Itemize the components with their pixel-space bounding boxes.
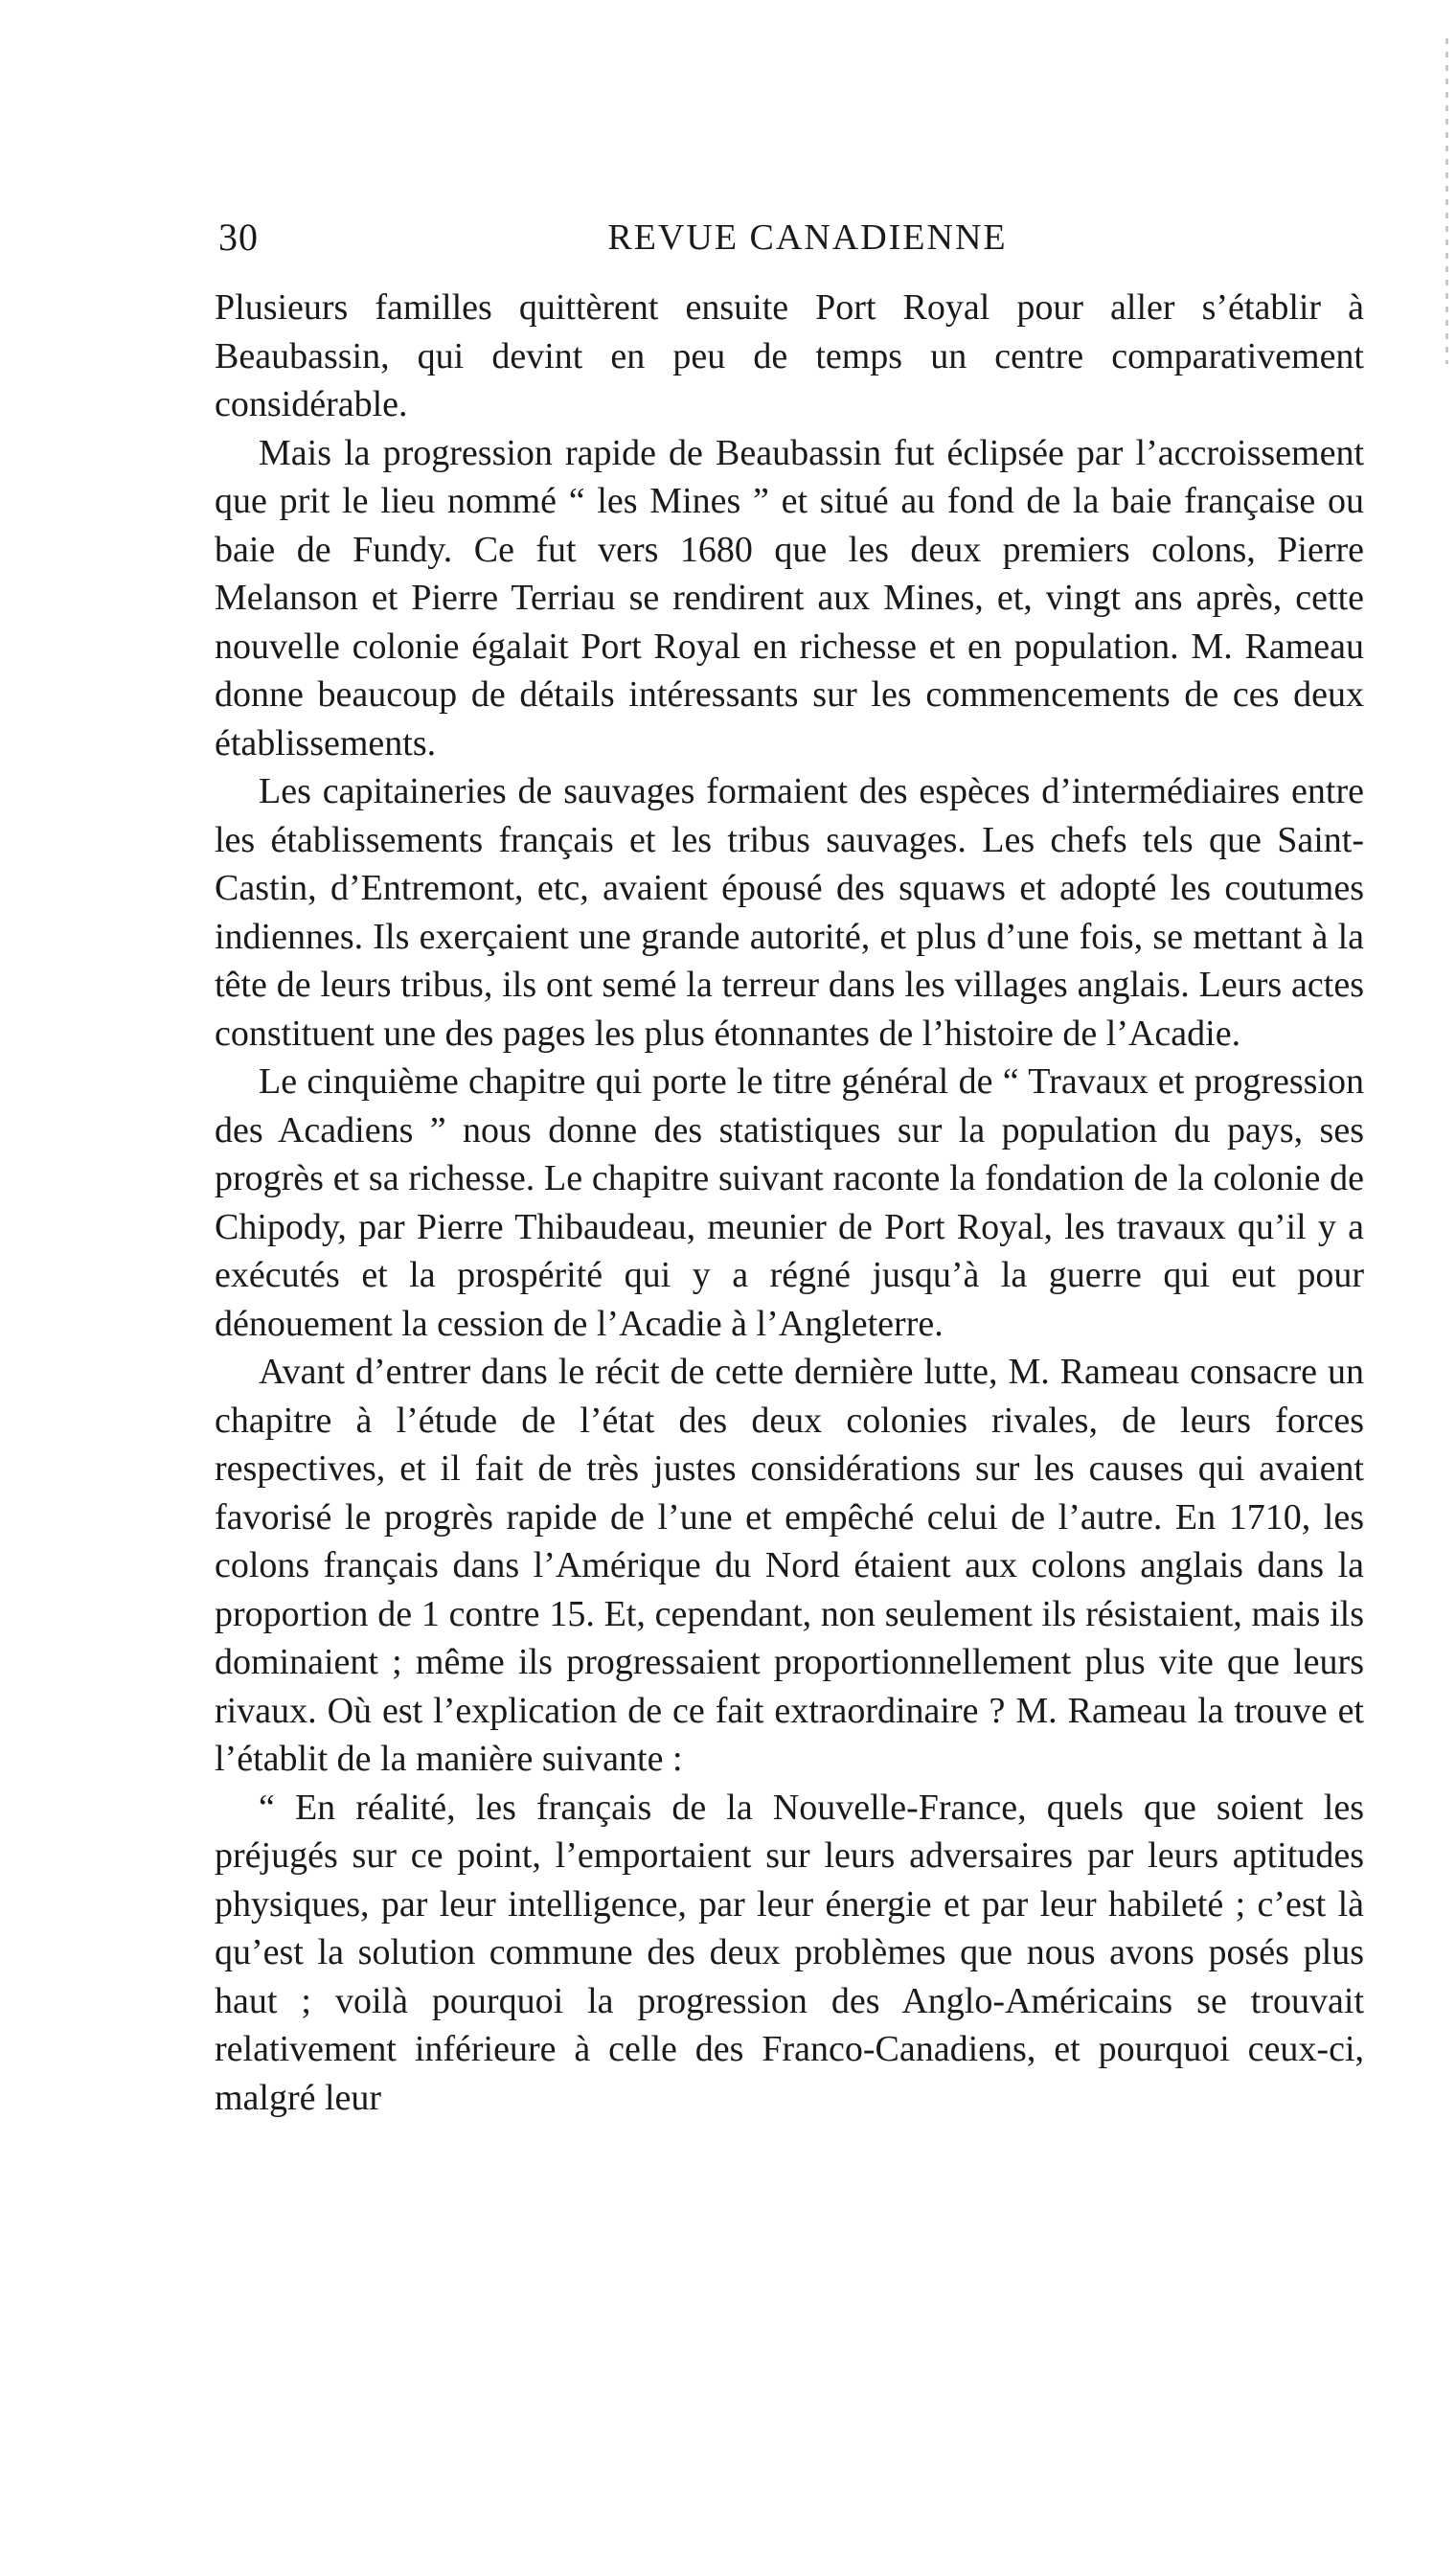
paragraph-quotation: “ En réalité, les français de la Nouvelle-France, quels que soient les préjugés sur ce point, l’emportaient sur leurs adversaires par leurs aptitudes physiques, par leur intelligence, par leur énergie et par leur habileté ; c’est là qu’est la solution commune des deux problèmes que nous avons posés plus haut ; voilà pourquoi la progression des Anglo-Américains se trouvait relativement inférieure à celle des Franco-Canadiens, et pourquoi ceux-ci, malgré leur xyxy=(215,1787,1364,2118)
paragraph-capitaineries: Les capitaineries de sauvages formaient des espèces d’intermédiaires entre les établissements français et les tribus sauvages. Les chefs tels que Saint-Castin, d’Entremont, etc, avaient épousé des squaws et adopté les coutumes indiennes. Ils exerçaient une grande autorité, et plus d’une fois, se mettant à la tête de leurs tribus, ils ont semé la terreur dans les villages anglais. Leurs actes constituent une des pages les plus étonnantes de l’histoire de l’Acadie. xyxy=(215,771,1364,1054)
paragraph-beaubassin: Plusieurs familles quittèrent ensuite Port Royal pour aller s’établir à Beaubassin, qui devint en peu de temps un centre comparativement considérable. xyxy=(215,287,1364,424)
page-number: 30 xyxy=(218,216,259,259)
body-text xyxy=(215,284,1364,2122)
paragraph-colonies-rivales: Avant d’entrer dans le récit de cette dernière lutte, M. Rameau consacre un chapitre à l’étude de l’état des deux colonies rivales, de leurs forces respectives, et il fait de très justes considérations sur les causes qui avaient favorisé le progrès rapide de l’une et empêché celui de l’autre. En 1710, les colons français dans l’Amérique du Nord étaient aux colons anglais dans la proportion de 1 contre 15. Et, cependant, non seulement ils résistaient, mais ils dominaient ; même ils progressaient proportionnellement plus vite que leurs rivaux. Où est l’explication de ce fait extraordinaire ? M. Rameau la trouve et l’établit de la manière suivante : xyxy=(215,1352,1364,1779)
paragraph-mines: Mais la progression rapide de Beaubassin fut éclipsée par l’accroissement que prit le lieu nommé “ les Mines ” et situé au fond de la baie française ou baie de Fundy. Ce fut vers 1680 que les deux premiers colons, Pierre Melanson et Pierre Terriau se rendirent aux Mines, et, vingt ans après, cette nouvelle colonie égalait Port Royal en richesse et en population. M. Rameau donne beaucoup de détails intéressants sur les commencements de ces deux établissements. xyxy=(215,432,1364,763)
scan-edge-mark xyxy=(1445,38,1448,364)
paragraph-cinquieme-chapitre: Le cinquième chapitre qui porte le titre général de “ Travaux et progression des Acadiens ” nous donne des statistiques sur la population du pays, ses progrès et sa richesse. Le chapitre suivant raconte la fondation de la colonie de Chipody, par Pierre Thibaudeau, meunier de Port Royal, les travaux qu’il y a exécutés et la prospérité qui y a régné jusqu’à la guerre qui eut pour dénouement la cession de l’Acadie à l’Angleterre. xyxy=(215,1061,1364,1344)
running-head xyxy=(218,209,1358,266)
journal-title: REVUE CANADIENNE xyxy=(607,217,1008,258)
